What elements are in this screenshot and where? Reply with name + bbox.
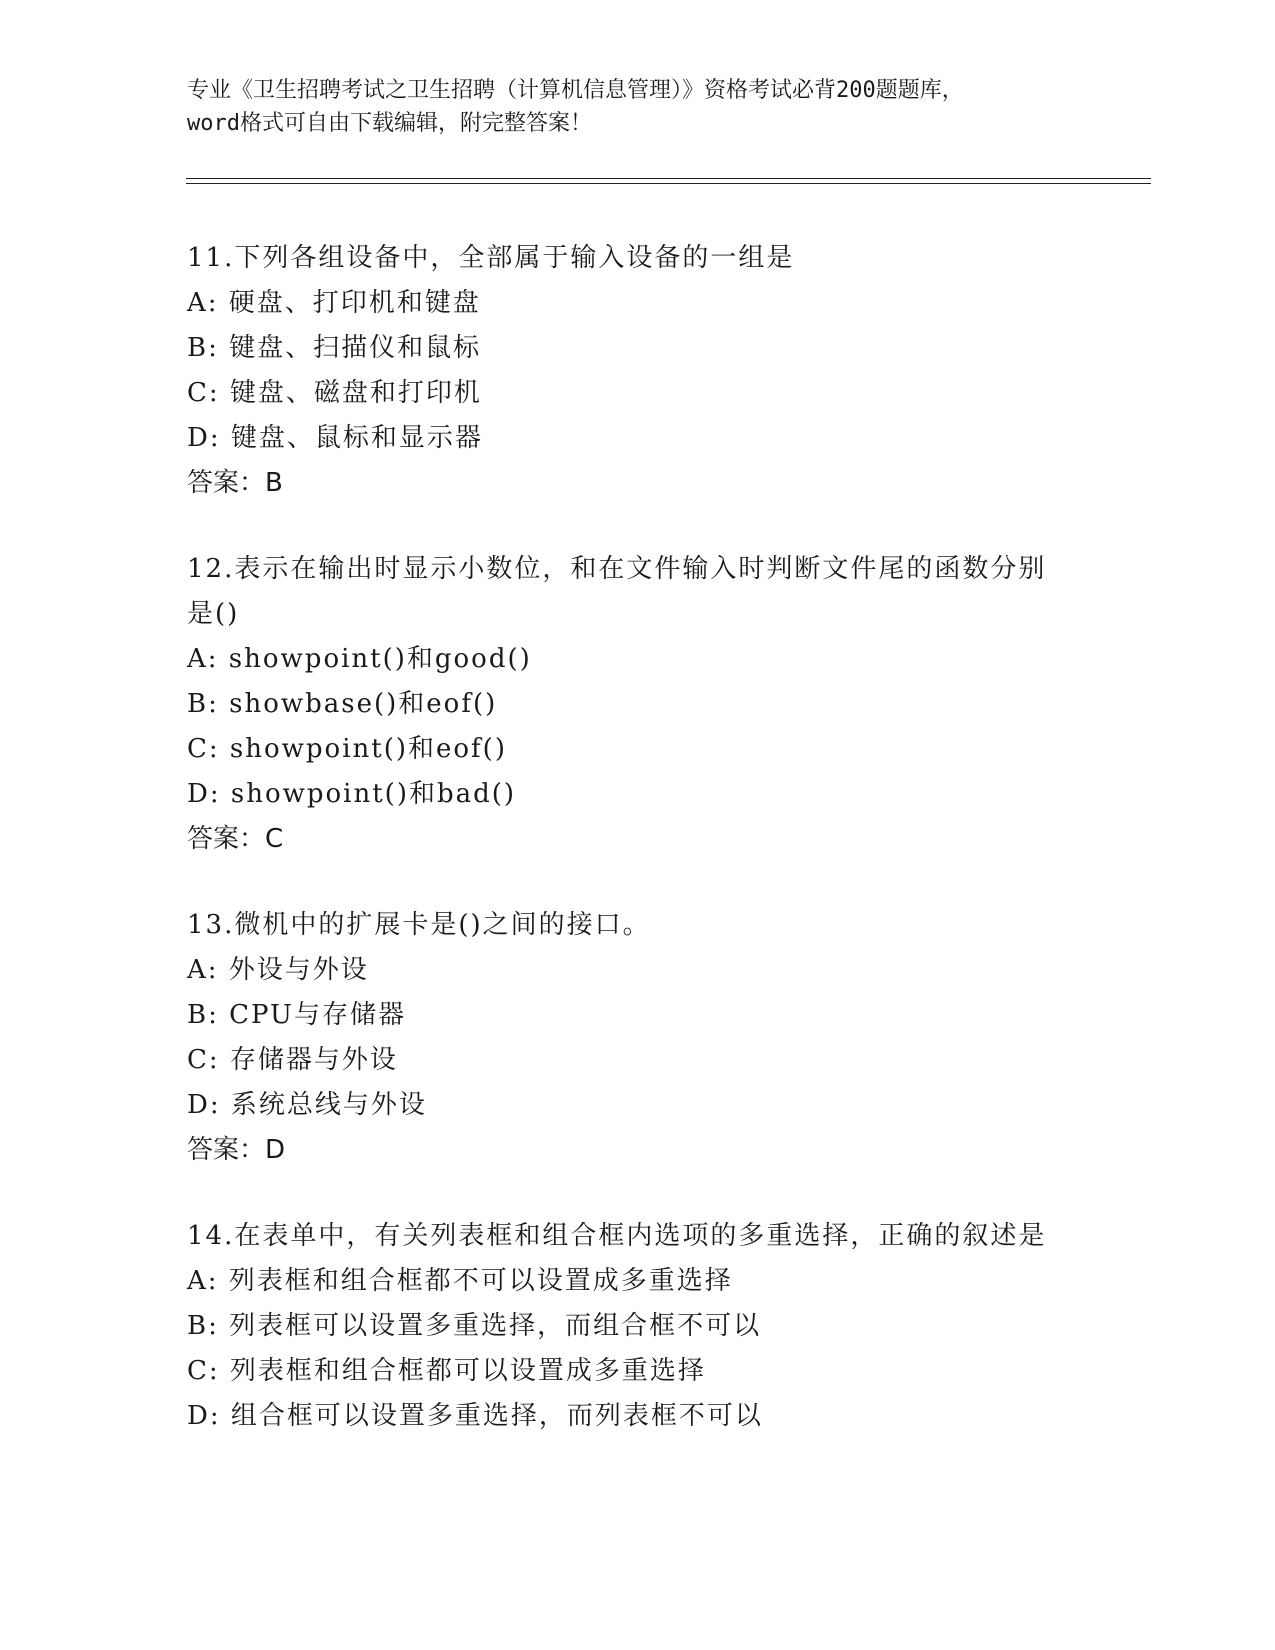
- header-line-1: 专业《卫生招聘考试之卫生招聘（计算机信息管理）》资格考试必背200题题库，: [187, 78, 964, 103]
- option-a: A: 外设与外设: [187, 955, 369, 985]
- option-a: A: 硬盘、打印机和键盘: [187, 288, 481, 318]
- question-block: [187, 1214, 1087, 1439]
- option-c: C: showpoint()和eof(): [187, 734, 507, 764]
- option-c: C: 键盘、磁盘和打印机: [187, 378, 482, 408]
- question-block: [187, 903, 1087, 1173]
- answer-line: 答案：C: [187, 824, 284, 854]
- question-block: [187, 547, 1087, 862]
- option-c: C: 列表框和组合框都可以设置成多重选择: [187, 1356, 706, 1386]
- option-b: B: 列表框可以设置多重选择，而组合框不可以: [187, 1311, 762, 1341]
- header-divider-top: [186, 178, 1151, 179]
- option-d: D: 键盘、鼠标和显示器: [187, 423, 483, 453]
- option-d: D: showpoint()和bad(): [187, 779, 517, 809]
- option-d: D: 组合框可以设置多重选择，而列表框不可以: [187, 1401, 763, 1431]
- answer-line: 答案：B: [187, 468, 283, 498]
- header-line-2: word格式可自由下载编辑，附完整答案！: [187, 111, 592, 136]
- question-stem: 13.微机中的扩展卡是()之间的接口。: [187, 910, 651, 940]
- answer-line: 答案：D: [187, 1135, 286, 1165]
- option-b: B: 键盘、扫描仪和鼠标: [187, 333, 482, 363]
- question-list: [187, 236, 1087, 1480]
- option-d: D: 系统总线与外设: [187, 1090, 427, 1120]
- question-stem: 11.下列各组设备中，全部属于输入设备的一组是: [187, 243, 795, 273]
- document-header: [187, 74, 1147, 140]
- question-stem: 12.表示在输出时显示小数位，和在文件输入时判断文件尾的函数分别: [187, 554, 1047, 584]
- question-block: [187, 236, 1087, 506]
- option-b: B: showbase()和eof(): [187, 689, 498, 719]
- option-a: A: showpoint()和good(): [187, 644, 532, 674]
- question-stem: 14.在表单中，有关列表框和组合框内选项的多重选择，正确的叙述是: [187, 1221, 1047, 1251]
- option-b: B: CPU与存储器: [187, 1000, 406, 1030]
- header-divider-bottom: [186, 183, 1151, 184]
- option-a: A: 列表框和组合框都不可以设置成多重选择: [187, 1266, 733, 1296]
- option-c: C: 存储器与外设: [187, 1045, 398, 1075]
- question-stem-continued: 是(): [187, 599, 240, 629]
